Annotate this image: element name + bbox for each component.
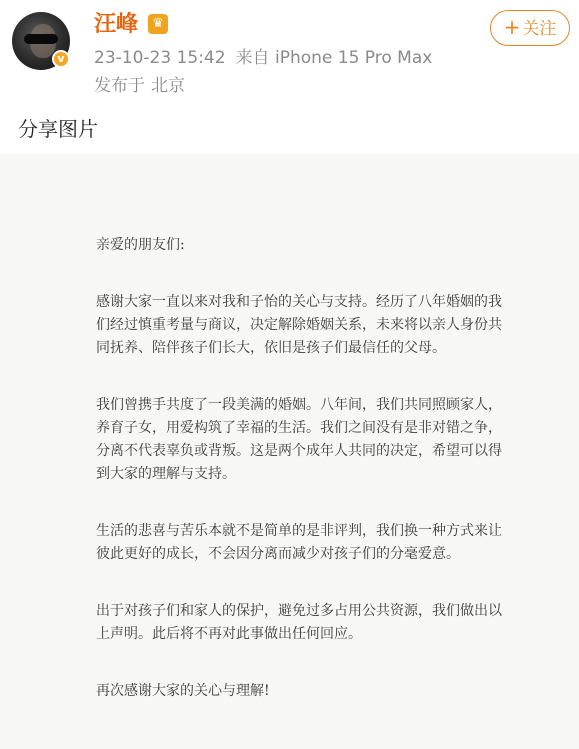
plus-icon: + bbox=[503, 15, 521, 39]
author-name[interactable]: 汪峰 bbox=[94, 12, 139, 37]
letter-paragraph: 生活的悲喜与苦乐本就不是简单的是非评判，我们换一种方式来让彼此更好的成长，不会因分离而减少对孩子们的分毫爱意。 bbox=[96, 523, 502, 562]
letter-salutation: 亲爱的朋友们: bbox=[96, 237, 185, 253]
location-prefix: 发布于 bbox=[94, 76, 145, 96]
post-text: 分享图片 bbox=[18, 117, 98, 141]
avatar-sunglasses bbox=[24, 34, 58, 44]
follow-label: 关注 bbox=[522, 19, 557, 39]
post-meta bbox=[94, 46, 432, 70]
post-source: 来自 iPhone 15 Pro Max bbox=[235, 48, 433, 68]
letter-paragraph: 出于对孩子们和家人的保护，避免过多占用公共资源，我们做出以上声明。此后将不再对此事做出任何回应。 bbox=[96, 603, 502, 642]
letter-closing: 再次感谢大家的关心与理解! bbox=[96, 683, 270, 699]
vip-crown-icon[interactable]: ♛ bbox=[148, 14, 168, 34]
post-location bbox=[94, 74, 185, 98]
follow-button[interactable] bbox=[490, 10, 570, 46]
letter-paragraph: 感谢大家一直以来对我和子怡的关心与支持。经历了八年婚姻的我们经过慎重考量与商议，决定解除婚姻关系，未来将以亲人身份共同抚养、陪伴孩子们长大，依旧是孩子们最信任的父母。 bbox=[96, 294, 502, 356]
post-header bbox=[0, 0, 579, 108]
verified-v-icon: v bbox=[52, 50, 70, 68]
letter-body bbox=[96, 234, 504, 703]
location-name: 北京 bbox=[151, 76, 185, 96]
post-timestamp: 23-10-23 15:42 bbox=[94, 48, 226, 68]
letter-paragraph: 我们曾携手共度了一段美满的婚姻。八年间，我们共同照顾家人，养育子女，用爱构筑了幸福的生活。我们之间没有是非对错之争，分离不代表辜负或背叛。这是两个成年人共同的决定，希望可以得到大家的理解与支持。 bbox=[96, 397, 502, 482]
letter-image[interactable] bbox=[0, 154, 579, 749]
